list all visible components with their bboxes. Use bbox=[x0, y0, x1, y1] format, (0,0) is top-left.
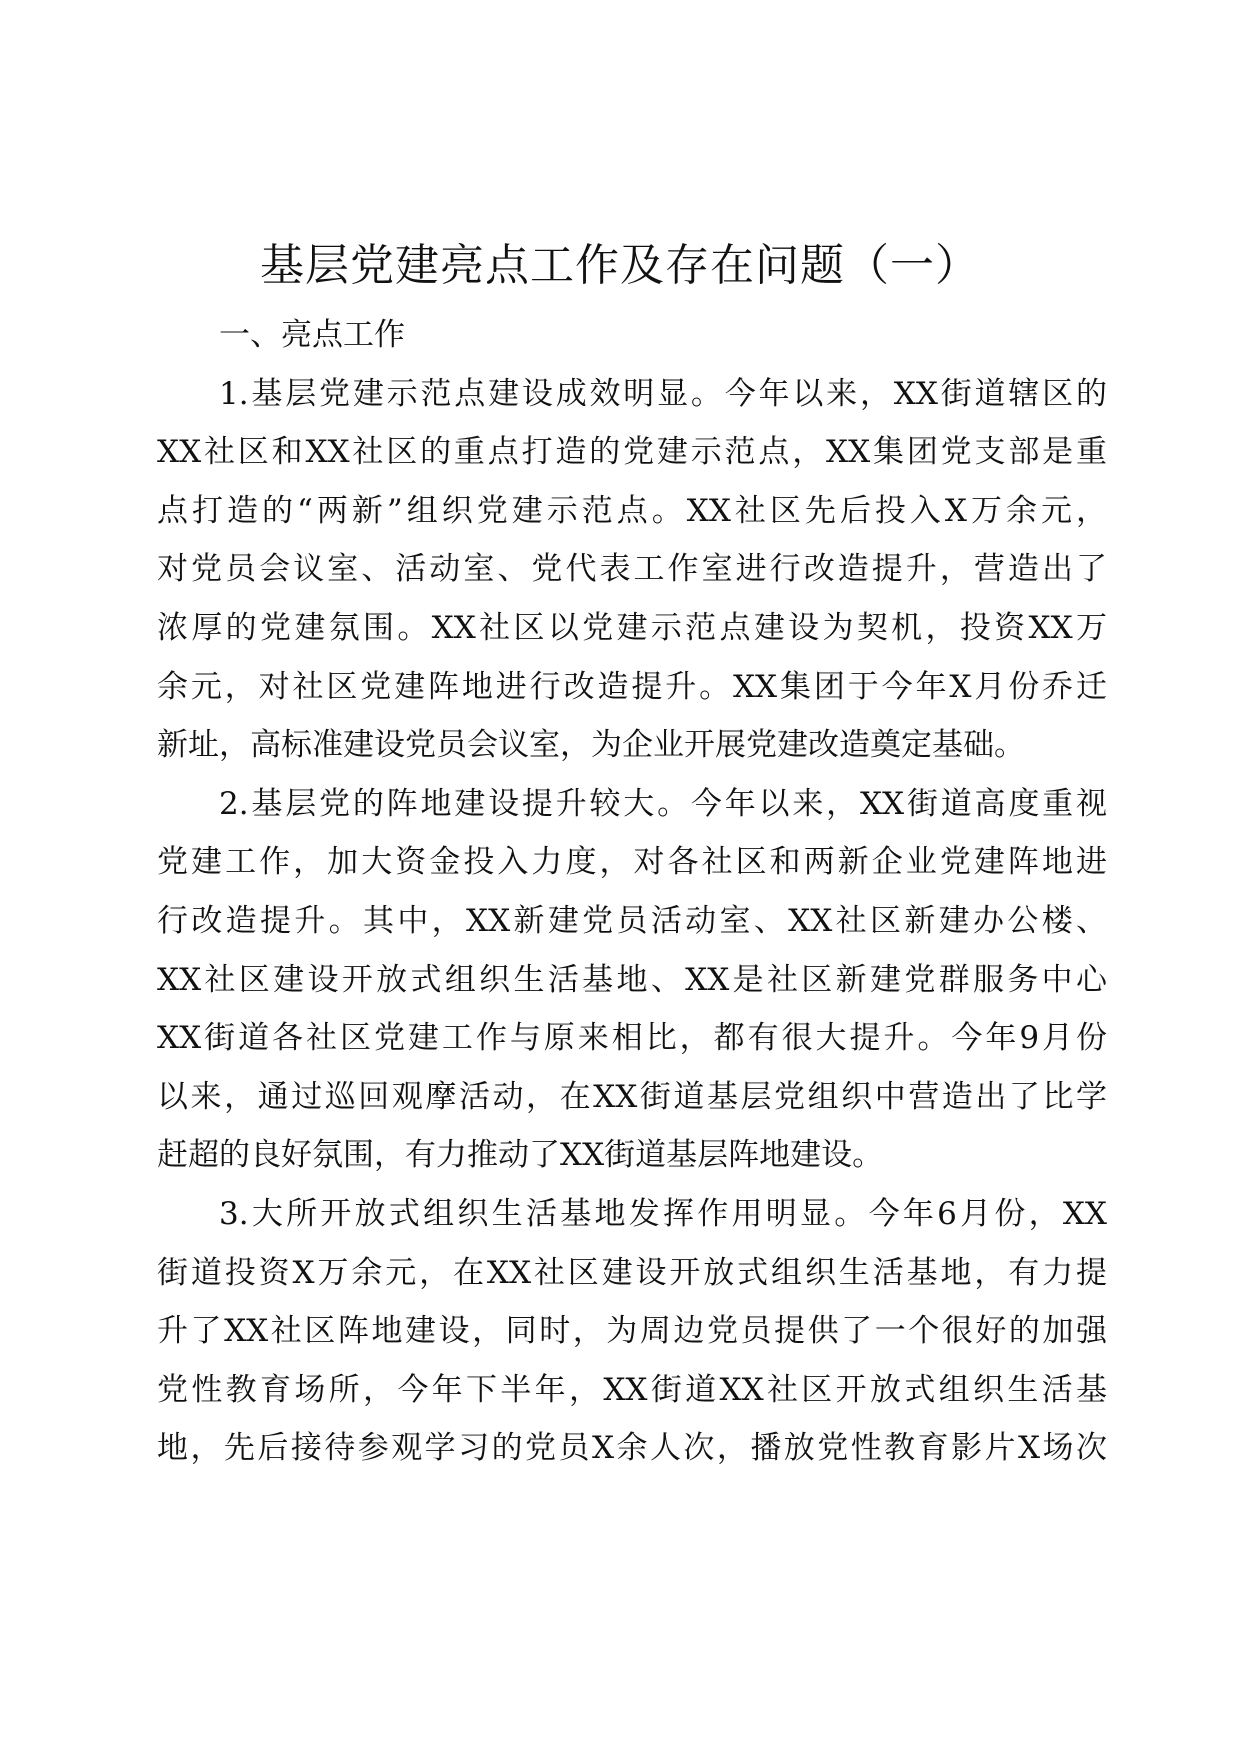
paragraph-line: 升了XX社区阵地建设，同时，为周边党员提供了一个很好的加强 bbox=[157, 1313, 1107, 1350]
document-body bbox=[157, 306, 1107, 1478]
paragraph-line: 党建工作，加大资金投入力度，对各社区和两新企业党建阵地进 bbox=[157, 844, 1107, 881]
paragraph-2 bbox=[157, 775, 1107, 1185]
paragraph-line: XX社区和XX社区的重点打造的党建示范点，XX集团党支部是重 bbox=[157, 434, 1107, 471]
paragraph-line: 行改造提升。其中，XX新建党员活动室、XX社区新建办公楼、 bbox=[157, 902, 1107, 939]
paragraph-3 bbox=[157, 1185, 1107, 1478]
paragraph-line: 新址，高标准建设党员会议室，为企业开展党建改造奠定基础。 bbox=[157, 727, 1025, 764]
paragraph-line: 赶超的良好氛围，有力推动了XX街道基层阵地建设。 bbox=[157, 1137, 884, 1174]
paragraph-line: 3.大所开放式组织生活基地发挥作用明显。今年6月份，XX bbox=[219, 1195, 1107, 1232]
paragraph-line: 2.基层党的阵地建设提升较大。今年以来，XX街道高度重视 bbox=[219, 785, 1107, 822]
paragraph-line: 对党员会议室、活动室、党代表工作室进行改造提升，营造出了 bbox=[157, 551, 1107, 588]
paragraph-line: 地，先后接待参观学习的党员X余人次，播放党性教育影片X场次 bbox=[157, 1430, 1107, 1467]
paragraph-line: 街道投资X万余元，在XX社区建设开放式组织生活基地，有力提 bbox=[157, 1254, 1107, 1291]
paragraph-line: XX街道各社区党建工作与原来相比，都有很大提升。今年9月份 bbox=[157, 1020, 1107, 1057]
paragraph-line: 1.基层党建示范点建设成效明显。今年以来，XX街道辖区的 bbox=[219, 375, 1107, 412]
paragraph-line: XX社区建设开放式组织生活基地、XX是社区新建党群服务中心 bbox=[157, 961, 1107, 998]
paragraph-line: 余元，对社区党建阵地进行改造提升。XX集团于今年X月份乔迁 bbox=[157, 668, 1107, 705]
section-heading: 一、亮点工作 bbox=[219, 317, 405, 353]
page-title: 基层党建亮点工作及存在问题（一） bbox=[260, 240, 980, 291]
paragraph-1 bbox=[157, 365, 1107, 775]
paragraph-line: 以来，通过巡回观摩活动，在XX街道基层党组织中营造出了比学 bbox=[157, 1078, 1107, 1115]
paragraph-line: 党性教育场所，今年下半年，XX街道XX社区开放式组织生活基 bbox=[157, 1371, 1107, 1408]
paragraph-line: 点打造的“两新”组织党建示范点。XX社区先后投入X万余元， bbox=[157, 492, 1107, 529]
paragraph-line: 浓厚的党建氛围。XX社区以党建示范点建设为契机，投资XX万 bbox=[157, 609, 1107, 646]
